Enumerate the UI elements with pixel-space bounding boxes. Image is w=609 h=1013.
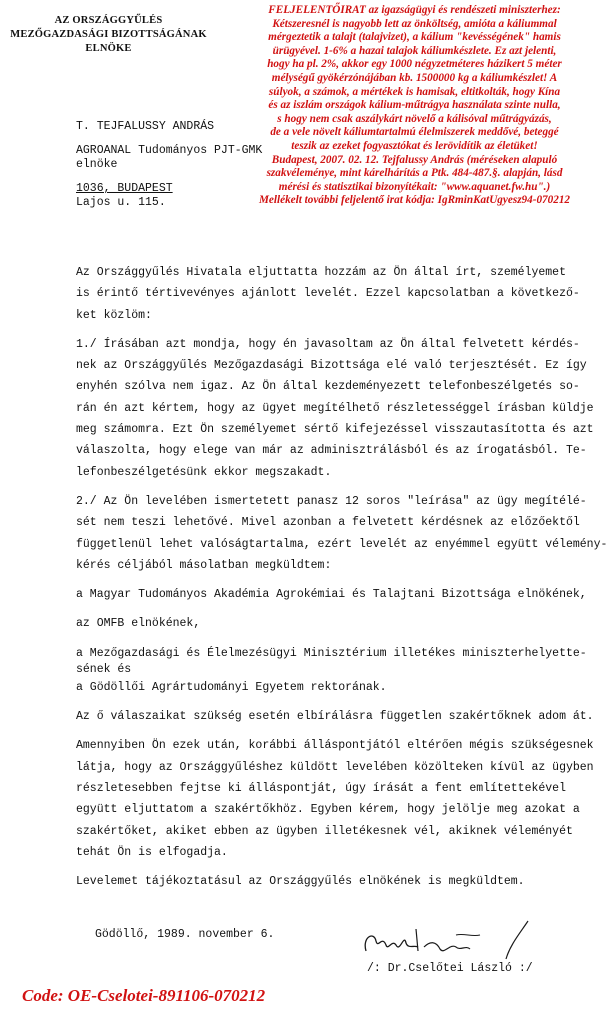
overlay-line: Budapest, 2007. 02. 12. Tejfalussy András (méréseken alapuló [271, 153, 558, 166]
body-line: Az Országgyűlés Hivatala eljuttatta hozzám az Ön által írt, személyemet [76, 266, 566, 279]
body-line: rán én azt kértem, hogy az ügyet megítélhető részletességgel írásban küldje [76, 401, 594, 415]
body-line: Amennyiben Ön ezek után, korábbi álláspontjától eltérően mégis szükségesnek [76, 739, 594, 753]
signer-name: /: Dr.Cselőtei László :/ [367, 962, 533, 975]
overlay-line: mérgeztetik a talajt (talajvizet), a kálium "kevésségének" hamis [268, 31, 561, 44]
letter-body [76, 262, 608, 892]
body-line: meg számomra. Ezt Ön személyemet sértő kifejezéssel visszautasította és azt [76, 423, 594, 437]
recipient-city: 1036, BUDAPEST [76, 182, 173, 195]
overlay-note [226, 4, 603, 208]
overlay-line: FELJELENTŐIRAT az igazságügyi és rendészeti miniszterhez: [268, 4, 561, 16]
body-line: kérés céljából másolatban megküldtem: [76, 558, 332, 572]
body-line: együtt eljuttatom a szakértőkhöz. Egyben kérem, hogy jelölje meg azokat a [76, 803, 580, 817]
body-line: Az ő válaszaikat szükség esetén elbírálásra független szakértőknek adom át. [76, 710, 594, 724]
body-line: ket közlöm: [76, 308, 152, 322]
overlay-line: Kétszeresnél is nagyobb lett az önköltség, amióta a káliummal [272, 17, 557, 30]
overlay-line: Mellékelt további feljelentő irat kódja: IgRminKatUgyesz94-070212 [258, 194, 571, 207]
overlay-line: szakvéleménye, mint kárelhárítás a Ptk. 484-487.§. alapján, lásd [266, 167, 563, 180]
body-line: függetlenül lehet valóságtartalma, ezért levelét az enyémmel együtt vélemény- [76, 537, 608, 551]
body-line: Levelemet tájékoztatásul az Országgyűlés elnökének is megküldtem. [76, 875, 525, 889]
body-line: sét nem teszi lehetővé. Mivel azonban a felvetett kérdésnek az előzőektől [76, 516, 580, 530]
overlay-line: ürügyével. 1-6% a hazai talajok káliumkészlete. Ez azt jelenti, [272, 44, 557, 57]
letterhead-line: AZ ORSZÁGGYŰLÉS [54, 15, 163, 26]
recipient-block [76, 120, 262, 210]
recipient-name: T. TEJFALUSSY ANDRÁS [76, 120, 215, 133]
body-line: válaszolta, hogy elege van már az adminisztrálásból és az írogatásból. Te- [76, 444, 587, 458]
recipient-org: AGROANAL Tudományos PJT-GMK [76, 144, 263, 157]
overlay-line: mérési és statisztikai bizonyítékait: "www.aquanet.fw.hu".) [278, 180, 551, 193]
recipient-street: Lajos u. 115. [76, 196, 166, 209]
letter-date: Gödöllő, 1989. november 6. [95, 928, 275, 941]
copy-recipient: a Gödöllői Agrártudományi Egyetem rektorának. [76, 680, 387, 694]
overlay-line: hogy ha pl. 2%, akkor egy 1000 négyzetméteres házikert 5 méter [267, 58, 562, 71]
document-code: Code: OE-Cselotei-891106-070212 [22, 986, 266, 1005]
overlay-line: s hogy nem csak aszálykárt növelő a kálisóval műtrágyázás, [277, 112, 552, 125]
body-line: 1./ Írásában azt mondja, hogy én javasoltam az Ön által felvetett kérdés- [76, 337, 580, 351]
body-line: enyhén szólva nem igaz. Az Ön által kezdeményezett telefonbeszélgetés so- [76, 380, 580, 394]
copy-recipient: a Magyar Tudományos Akadémia Agrokémiai és Talajtani Bizottsága elnökének, [76, 588, 587, 602]
overlay-line: súlyok, a számok, a mértékek is hamisak, eltitkolták, hogy Kína [268, 85, 561, 98]
letterhead-line: ELNÖKE [85, 43, 132, 54]
body-line: lefonbeszélgetésünk ekkor megszakadt. [76, 465, 332, 479]
body-line: látja, hogy az Országgyűléshez küldött levelében közölteken kívül az ügyben [76, 760, 594, 774]
overlay-line: és az iszlám országok kálium-műtrágya használata szinte nulla, [268, 99, 561, 112]
body-line: szakértőket, akiket ebben az ügyben illetékesnek vél, akiknek véleményét [76, 824, 573, 838]
body-line: részletesebben fejtse ki álláspontját, úgy írását a fent említettekével [76, 781, 566, 795]
body-line: 2./ Az Ön levelében ismertetett panasz 12 soros "leírása" az ügy megítélé- [76, 494, 587, 508]
body-line: nek az Országgyűlés Mezőgazdasági Bizottsága elé való terjesztését. Ez így [76, 359, 587, 373]
letterhead [6, 14, 211, 56]
copy-recipient: a Mezőgazdasági és Élelmezésügyi Minisztérium illetékes miniszterhelyette- [76, 646, 587, 660]
overlay-line: teszik az ezeket fogyasztókat és lerövidítik az életüket! [291, 139, 538, 152]
handwritten-signature [360, 915, 560, 965]
copy-recipient: az OMFB elnökének, [76, 617, 201, 631]
copy-recipient: sének és [76, 662, 132, 676]
body-line: is érintő tértivevényes ajánlott levelét. Ezzel kapcsolatban a következő- [76, 287, 580, 301]
letterhead-line: MEZŐGAZDASÁGI BIZOTTSÁGÁNAK [10, 29, 207, 40]
body-line: tehát Ön is elfogadja. [76, 845, 228, 859]
overlay-line: de a vele növelt káliumtartalmú élelmiszerek meddővé, beteggé [270, 126, 559, 139]
recipient-role: elnöke [76, 158, 118, 171]
overlay-line: mélységű gyökérzónájában kb. 1500000 kg a káliumkészlet! A [271, 71, 558, 84]
